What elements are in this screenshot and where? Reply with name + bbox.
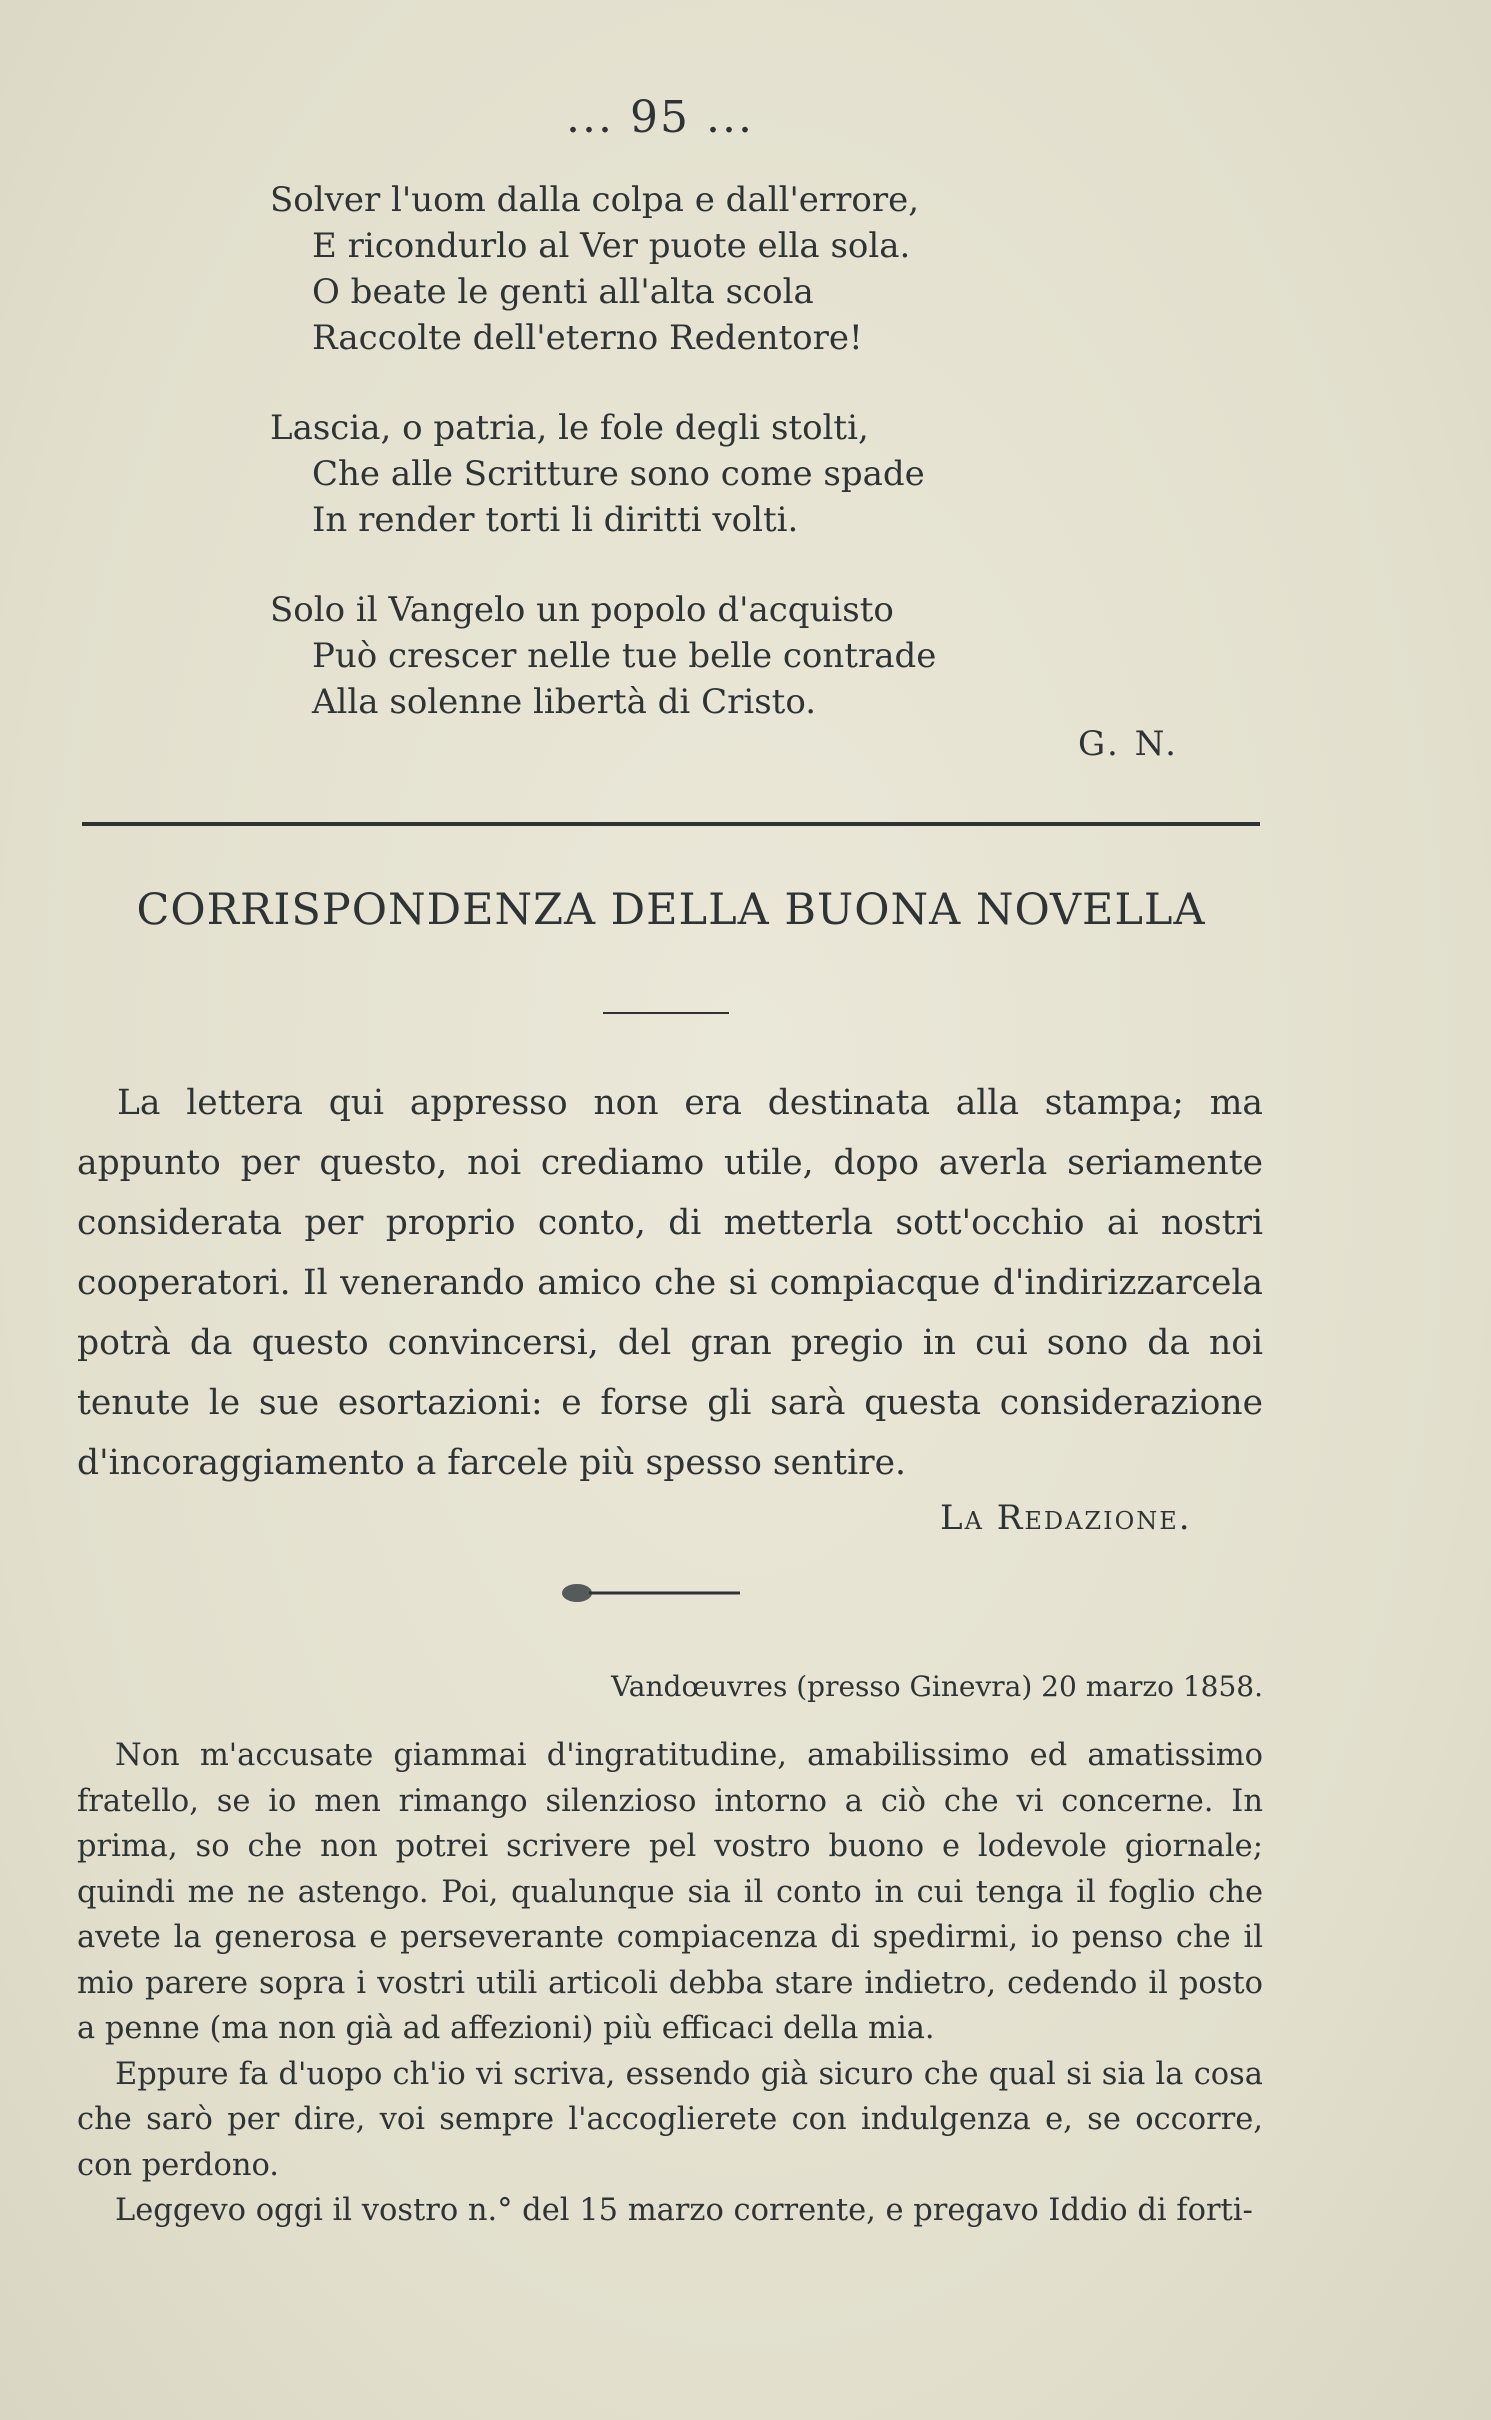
poem-stanza-2	[270, 405, 925, 543]
poem-line: Che alle Scritture sono come spade	[312, 454, 925, 494]
poem-stanza-1	[270, 177, 919, 361]
letter-dateline: Vandœuvres (presso Ginevra) 20 marzo 1858.	[611, 1670, 1263, 1703]
intro-paragraph: La lettera qui appresso non era destinata alla stampa; ma appunto per questo, noi crediamo utile, dopo averla seriamente considerata per proprio conto, di metterla sott'occhio ai nostri cooperatori. Il venerando amico che si compiacque d'indirizzarcela potrà da questo convincersi, del gran pregio in cui sono da noi tenute le sue esortazioni: e forse gli sarà questa considerazione d'incoraggiamento a farcele più spesso sentire.	[77, 1083, 1263, 1483]
poem-line: Può crescer nelle tue belle contrade	[312, 636, 937, 676]
ornament-divider	[555, 1578, 740, 1608]
poem-signature: G. N.	[1078, 724, 1179, 764]
poem-line: O beate le genti all'alta scola	[312, 272, 814, 312]
poem-line: Raccolte dell'eterno Redentore!	[312, 318, 863, 358]
poem-line: In render torti li diritti volti.	[312, 500, 799, 540]
page-number: ... 95 ...	[566, 92, 754, 143]
poem-line: Alla solenne libertà di Cristo.	[312, 682, 817, 722]
letter-paragraph: Non m'accusate giammai d'ingratitudine, amabilissimo ed amatissimo fratello, se io men rimango silenzioso intorno a ciò che vi concerne. In prima, so che non potrei scrivere pel vostro buono e lodevole giornale; quindi me ne astengo. Poi, qualunque sia il conto in cui tenga il foglio che avete la generosa e perseverante compiacenza di spedirmi, io penso che il mio parere sopra i vostri utili articoli debba stare indietro, cedendo il posto a penne (ma non già ad affezioni) più efficaci della mia.	[77, 1738, 1263, 2046]
section-heading: CORRISPONDENZA DELLA BUONA NOVELLA	[136, 885, 1206, 935]
letter-paragraph: Eppure fa d'uopo ch'io vi scriva, essendo già sicuro che qual si sia la cosa che sarò per dire, voi sempre l'accoglierete con indulgenza e, se occorre, con perdono.	[77, 2056, 1263, 2183]
poem-line: Solver l'uom dalla colpa e dall'errore,	[270, 180, 920, 220]
poem-stanza-3	[270, 587, 936, 725]
poem-line: Solo il Vangelo un popolo d'acquisto	[270, 590, 894, 630]
letter-body	[77, 1733, 1263, 2234]
poem-line: E ricondurlo al Ver puote ella sola.	[312, 226, 911, 266]
section-divider	[82, 822, 1260, 826]
poem-line: Lascia, o patria, le fole degli stolti,	[270, 408, 869, 448]
heading-underline	[603, 1012, 729, 1014]
intro-signature: La Redazione.	[940, 1498, 1192, 1538]
letter-paragraph: Leggevo oggi il vostro n.° del 15 marzo corrente, e pregavo Iddio di forti-	[115, 2193, 1253, 2228]
